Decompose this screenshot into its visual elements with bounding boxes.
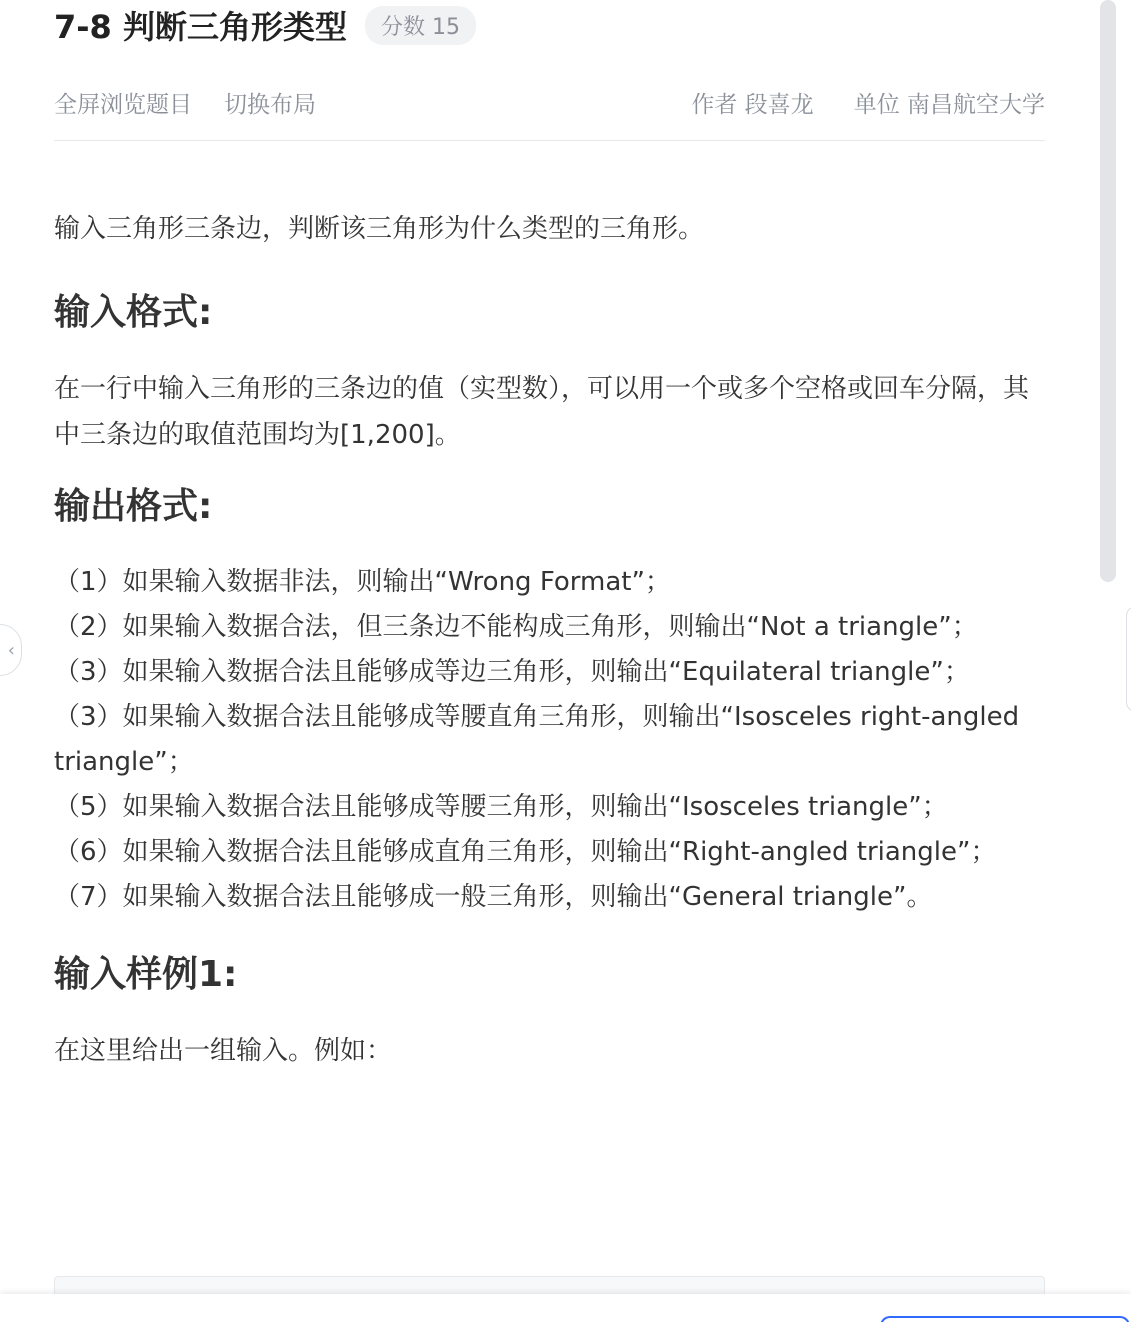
- unit-label: 单位 南昌航空大学: [853, 91, 1045, 118]
- intro-text: 输入三角形三条边，判断该三角形为什么类型的三角形。: [54, 214, 705, 244]
- scrollbar-thumb[interactable]: [1100, 0, 1116, 582]
- problem-title: 7-8 判断三角形类型: [54, 8, 347, 46]
- input-format-heading: 输入格式:: [54, 292, 213, 333]
- fullscreen-link[interactable]: 全屏浏览题目: [54, 91, 192, 118]
- problem-header: [54, 0, 476, 50]
- score-badge: 分数 15: [365, 6, 476, 45]
- meta-info: [691, 86, 1045, 119]
- sample-input-heading: 输入样例1:: [54, 954, 238, 995]
- list-item: （7）如果输入数据合法且能够成一般三角形，则输出“General triangle”。: [54, 882, 933, 912]
- author-label: 作者 段喜龙: [691, 91, 814, 118]
- list-item: （3）如果输入数据合法且能够成等边三角形，则输出“Equilateral triangle”；: [54, 657, 970, 687]
- meta-actions: [54, 86, 316, 119]
- collapse-panel-button[interactable]: [0, 624, 22, 676]
- sample-intro-text: 在这里给出一组输入。例如：: [54, 1036, 393, 1066]
- footer-action-button[interactable]: [880, 1316, 1130, 1322]
- list-item: （5）如果输入数据合法且能够成等腰三角形，则输出“Isosceles triangle”；: [54, 792, 948, 822]
- list-item: （1）如果输入数据非法，则输出“Wrong Format”；: [54, 567, 671, 597]
- output-format-list: [54, 560, 1045, 920]
- list-item: （6）如果输入数据合法且能够成直角三角形，则输出“Right-angled triangle”；: [54, 837, 997, 867]
- header-divider: [54, 140, 1045, 141]
- output-format-heading: 输出格式:: [54, 486, 213, 527]
- list-item: （3）如果输入数据合法且能够成等腰直角三角形，则输出“Isosceles right-angled triangle”；: [54, 702, 1020, 777]
- chevron-left-icon: ‹: [7, 639, 15, 661]
- switch-layout-link[interactable]: 切换布局: [224, 91, 316, 118]
- list-item: （2）如果输入数据合法，但三条边不能构成三角形，则输出“Not a triangle”；: [54, 612, 978, 642]
- input-format-text: 在一行中输入三角形的三条边的值（实型数），可以用一个或多个空格或回车分隔，其中三条边的取值范围均为[1,200]。: [54, 374, 1030, 450]
- meta-row: [54, 82, 1045, 122]
- side-panel-tab[interactable]: [1126, 606, 1131, 712]
- problem-content: [54, 200, 1045, 1074]
